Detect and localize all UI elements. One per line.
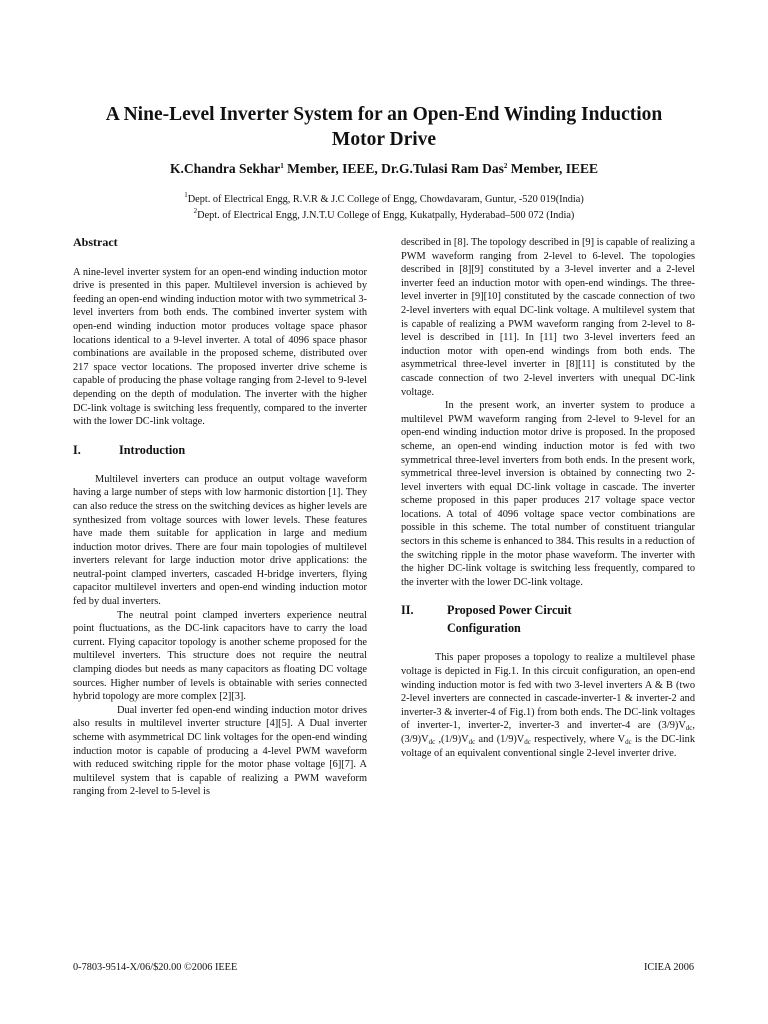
conference-footer: ICIEA 2006 [643, 962, 694, 973]
section-2-text-e: respectively, where V [530, 734, 626, 745]
vdc-sub-2: dc [428, 738, 436, 746]
intro-paragraph-4: described in [8]. The topology described in [9] is capable of realizing a PWM waveform ranging from 2-level to 6-level. The topologies described in [8][9] constituted by a 3-level inverter and a 2-level inverter feed an induction motor with open-end windings. The three-level inverter in [9][10] constituted by the cascade connection of two 2-level inverters with equal DC-link voltage. A multilevel system that is capable of realizing a PWM waveform ranging from 2-level to 8-level is described in [11]. In [11] two 3-level inverters feed an induction motor with open-end windings from both ends. The asymmetrical three-level inverter in [8][11] is constituted by the cascade connection of two 2-level inverters with unequal DC-link voltage. [401, 237, 695, 398]
copyright-footer: 0-7803-9514-X/06/$20.00 ©2006 IEEE [73, 962, 238, 973]
abstract-text: A nine-level inverter system for an open-end winding induction motor drive is presented in this paper. Multilevel inversion is achieved by feeding an open-end winding induction motor with two symmetrical 3-level inverters from both ends. The combined inverter system with open-end winding induction motor produces voltage space phasor locations identical to a 9-level inverter. A total of 4096 space phasor combinations are available in the proposed scheme, distributed over 217 space vector locations. The proposed inverter drive scheme is capable of producing the phase voltage ranging from 2-level to 9-level depending on the depth of modulation. The inverter with the higher DC-link voltage is switching less frequently, compared to the inverter with the lower DC-link voltage. [73, 266, 367, 428]
section-2-text-a: This paper proposes a topology to realize a multilevel phase voltage is depicted in Fig.1. In this circuit configuration, an open-end winding induction motor is fed with two 3-level inverters A & B (two 2-level inverters are connected in cascade-inverter-1 & inverter-2 and inverter-3 & inverter-4 of Fig.1) from both ends. The DC-link voltages of inverter-1, inverter-2, inverter-3 and inverter-4 are (3/9)V [401, 652, 695, 732]
section-2-paragraph [401, 651, 695, 760]
section-2-number: II. [401, 603, 414, 618]
affiliation-2-text: Dept. of Electrical Engg, J.N.T.U College of Engg, Kukatpally, Hyderabad–500 072 (India) [197, 210, 575, 221]
intro-paragraph-5: In the present work, an inverter system to produce a multilevel PWM waveform ranging from 2-level to 9-level for an open-end winding induction motor drive is proposed. In the proposed scheme, an open-end winding induction motor is fed with two symmetrical three-level inverters from both ends. In the present work, symmetrical three-level inversion is obtained by connecting two 2- level inverters with equal DC-link voltage in cascade. The inverter scheme proposed in this paper produces 217 voltage space vector locations. A total of 4096 voltage space vector combinations are possible in this scheme. The total number of constituent triangular sectors in this scheme is enhanced to 384. This results in a reduction of the switching ripple in the motor phase waveform. The inverter with the higher DC-link voltage is switching less frequently, compared to the inverter with the lower DC-link voltage. [401, 400, 695, 588]
affiliation-1-sup: 1 [184, 191, 188, 199]
affiliation-2 [60, 208, 708, 224]
title-line-1: A Nine-Level Inverter System for an Open-End Winding Induction [105, 104, 663, 125]
author-1-role: Member, IEEE, [283, 161, 382, 176]
affiliation-1 [60, 192, 708, 208]
author-2-sup: 2 [503, 162, 508, 170]
vdc-sub-5: dc [625, 738, 632, 746]
left-column [73, 236, 367, 799]
author-2-name: Dr.G.Tulasi Ram Das [381, 161, 504, 176]
author-line [60, 161, 708, 177]
affiliation-2-sup: 2 [193, 207, 198, 215]
abstract-heading: Abstract [73, 235, 118, 249]
section-2-heading [401, 601, 695, 637]
author-1-sup: 1 [280, 162, 284, 170]
section-2-title-line-2: Configuration [447, 621, 521, 636]
vdc-sub-4: dc [524, 738, 531, 746]
affiliations [60, 192, 708, 224]
section-1-title: Introduction [119, 442, 186, 457]
introduction-heading [73, 441, 367, 459]
intro-paragraph-3: Dual inverter fed open-end winding induction motor drives also results in multilevel inverter structure [4][5]. A Dual inverter scheme with asymmetrical DC link voltages for the open-end winding induction motor is capable of producing a 4-level PWM waveform with reduced switching ripple for the motor phase voltage [6][7]. A multilevel system that is capable of realizing a PWM waveform ranging from 2-level to 5-level is [73, 704, 367, 798]
right-column [401, 236, 695, 760]
intro-paragraph-1: Multilevel inverters can produce an output voltage waveform having a large number of steps with low harmonic distortion [1]. They can also reduce the stress on the switching devices as higher levels are synthesized from voltage sources with lower levels. These features have made them suitable for application in large and medium induction motor drives. There are four main topologies of multilevel inverters relevant for large induction motor drive applications: the neutral-point clamped inverters, cascaded H-bridge inverters, flying capacitor multilevel inverters and open-end winding induction motor fed by dual inverters. [73, 473, 367, 608]
section-2-text-c: ,(1/9)V [435, 734, 469, 745]
title-line-2: Motor Drive [331, 129, 437, 150]
section-2-title-line-1: Proposed Power Circuit [447, 603, 572, 618]
section-2-title [447, 601, 572, 637]
section-2-text-b: , (3/9)V [401, 720, 695, 745]
section-1-number: I. [73, 442, 81, 457]
vdc-sub-3: dc [468, 738, 476, 746]
vdc-sub-1: dc [685, 724, 693, 733]
affiliation-1-text: Dept. of Electrical Engg, R.V.R & J.C College of Engg, Chowdavaram, Guntur, -520 019(India) [187, 194, 584, 205]
section-2-text-d: and (1/9)V [475, 734, 525, 745]
author-1-name: K.Chandra Sekhar [169, 161, 281, 176]
section-2-text-f: is the DC-link voltage of an equivalent conventional single 2-level inverter drive. [401, 734, 696, 759]
paper-title [80, 102, 688, 152]
author-2-role: Member, IEEE [507, 161, 599, 176]
intro-paragraph-2: The neutral point clamped inverters experience neutral point fluctuations, as the DC-link capacitors have to carry the load current. Flying capacitor topology is another scheme proposed for the multilevel inverters. This structure does not require the neutral clamping diodes but needs as many capacitors as floating DC voltage sources. Higher number of levels is obtainable with series connected hybrid topology are more complex [2][3]. [73, 609, 367, 703]
